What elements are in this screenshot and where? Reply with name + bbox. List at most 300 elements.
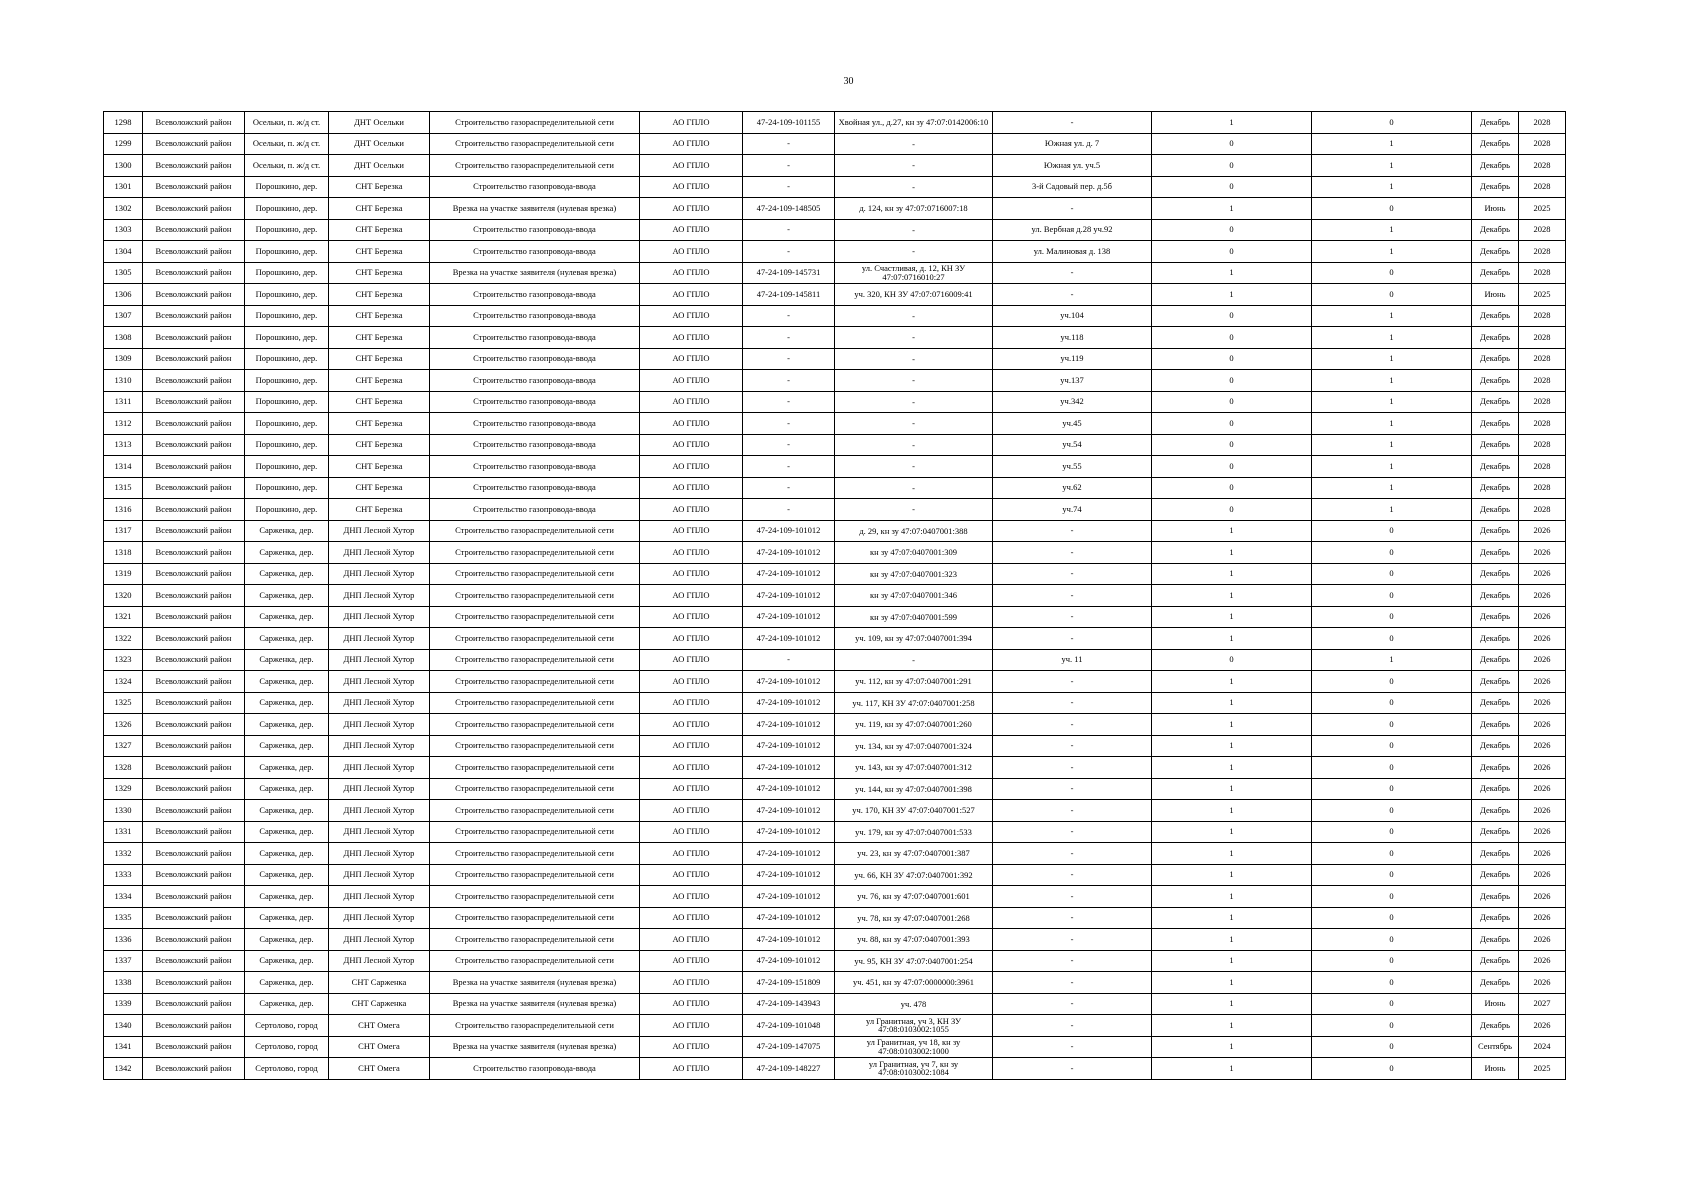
cell-count-a: 1 xyxy=(1152,929,1312,951)
cell-work-type: Строительство газораспределительной сети xyxy=(430,585,640,607)
cell-organization: АО ГПЛО xyxy=(640,241,743,263)
cell-row-number: 1314 xyxy=(104,456,143,478)
cell-year: 2028 xyxy=(1519,434,1566,456)
cell-month: Декабрь xyxy=(1472,950,1519,972)
table-row xyxy=(104,370,1566,392)
cell-month: Декабрь xyxy=(1472,112,1519,134)
cell-row-number: 1334 xyxy=(104,886,143,908)
cell-month: Июнь xyxy=(1472,993,1519,1015)
cell-organization: АО ГПЛО xyxy=(640,176,743,198)
cell-partnership: ДНП Лесной Хутор xyxy=(329,843,430,865)
cell-year: 2026 xyxy=(1519,714,1566,736)
cell-settlement: Осельки, п. ж/д ст. xyxy=(245,155,329,177)
cell-count-a: 0 xyxy=(1152,391,1312,413)
cell-district: Всеволожский район xyxy=(143,327,245,349)
cell-year: 2028 xyxy=(1519,391,1566,413)
cell-district: Всеволожский район xyxy=(143,585,245,607)
table-row xyxy=(104,778,1566,800)
cell-count-b: 0 xyxy=(1312,950,1472,972)
cell-organization: АО ГПЛО xyxy=(640,649,743,671)
cell-district: Всеволожский район xyxy=(143,434,245,456)
cell-partnership: СНТ Березка xyxy=(329,284,430,306)
cell-work-type: Строительство газопровода-ввода xyxy=(430,477,640,499)
cell-count-b: 0 xyxy=(1312,886,1472,908)
table-row xyxy=(104,821,1566,843)
cell-work-type: Строительство газораспределительной сети xyxy=(430,606,640,628)
cell-month: Сентябрь xyxy=(1472,1036,1519,1058)
page-number: 30 xyxy=(843,76,854,87)
cell-count-a: 1 xyxy=(1152,1058,1312,1080)
cell-work-type: Строительство газораспределительной сети xyxy=(430,886,640,908)
cell-application-number: 47-24-109-145731 xyxy=(743,262,835,284)
cell-year: 2028 xyxy=(1519,155,1566,177)
cell-district: Всеволожский район xyxy=(143,241,245,263)
cell-district: Всеволожский район xyxy=(143,907,245,929)
table-body xyxy=(104,112,1566,1080)
cell-partnership: ДНП Лесной Хутор xyxy=(329,735,430,757)
cell-partnership: СНТ Омега xyxy=(329,1036,430,1058)
cell-partnership: ДНП Лесной Хутор xyxy=(329,542,430,564)
table-row xyxy=(104,542,1566,564)
cell-land-plot: - xyxy=(835,499,993,521)
cell-work-type: Строительство газораспределительной сети xyxy=(430,628,640,650)
cell-application-number: - xyxy=(743,155,835,177)
cell-count-a: 0 xyxy=(1152,434,1312,456)
cell-organization: АО ГПЛО xyxy=(640,262,743,284)
table-row xyxy=(104,1015,1566,1037)
table-row xyxy=(104,972,1566,994)
cell-year: 2026 xyxy=(1519,628,1566,650)
cell-organization: АО ГПЛО xyxy=(640,1015,743,1037)
cell-year: 2028 xyxy=(1519,241,1566,263)
cell-count-a: 0 xyxy=(1152,155,1312,177)
cell-count-b: 0 xyxy=(1312,520,1472,542)
cell-work-type: Строительство газораспределительной сети xyxy=(430,112,640,134)
cell-count-a: 0 xyxy=(1152,348,1312,370)
cell-work-type: Строительство газораспределительной сети xyxy=(430,950,640,972)
cell-address: уч.54 xyxy=(993,434,1152,456)
table-row xyxy=(104,714,1566,736)
cell-partnership: СНТ Березка xyxy=(329,499,430,521)
cell-month: Декабрь xyxy=(1472,628,1519,650)
cell-district: Всеволожский район xyxy=(143,176,245,198)
cell-organization: АО ГПЛО xyxy=(640,370,743,392)
cell-organization: АО ГПЛО xyxy=(640,1036,743,1058)
cell-address: - xyxy=(993,778,1152,800)
cell-partnership: ДНП Лесной Хутор xyxy=(329,778,430,800)
cell-count-b: 0 xyxy=(1312,692,1472,714)
cell-settlement: Сарженка, дер. xyxy=(245,778,329,800)
cell-settlement: Порошкино, дер. xyxy=(245,456,329,478)
cell-count-b: 1 xyxy=(1312,434,1472,456)
cell-application-number: 47-24-109-101012 xyxy=(743,757,835,779)
cell-count-b: 0 xyxy=(1312,1015,1472,1037)
cell-year: 2025 xyxy=(1519,284,1566,306)
cell-address: уч.104 xyxy=(993,305,1152,327)
cell-row-number: 1335 xyxy=(104,907,143,929)
cell-settlement: Порошкино, дер. xyxy=(245,284,329,306)
cell-application-number: 47-24-109-101012 xyxy=(743,843,835,865)
cell-organization: АО ГПЛО xyxy=(640,778,743,800)
table-row xyxy=(104,391,1566,413)
cell-application-number: 47-24-109-151809 xyxy=(743,972,835,994)
cell-row-number: 1341 xyxy=(104,1036,143,1058)
cell-organization: АО ГПЛО xyxy=(640,348,743,370)
cell-count-b: 1 xyxy=(1312,456,1472,478)
cell-partnership: СНТ Березка xyxy=(329,434,430,456)
cell-district: Всеволожский район xyxy=(143,778,245,800)
cell-row-number: 1299 xyxy=(104,133,143,155)
table-row xyxy=(104,499,1566,521)
cell-row-number: 1312 xyxy=(104,413,143,435)
cell-district: Всеволожский район xyxy=(143,714,245,736)
cell-organization: АО ГПЛО xyxy=(640,477,743,499)
table-row xyxy=(104,219,1566,241)
cell-organization: АО ГПЛО xyxy=(640,735,743,757)
cell-address: - xyxy=(993,886,1152,908)
cell-application-number: 47-24-109-101012 xyxy=(743,692,835,714)
cell-land-plot: уч. 109, кн зу 47:07:0407001:394 xyxy=(835,628,993,650)
cell-count-b: 1 xyxy=(1312,370,1472,392)
cell-row-number: 1319 xyxy=(104,563,143,585)
cell-application-number: 47-24-109-101012 xyxy=(743,563,835,585)
cell-address: уч.137 xyxy=(993,370,1152,392)
table-row xyxy=(104,112,1566,134)
cell-application-number: 47-24-109-101012 xyxy=(743,864,835,886)
cell-work-type: Врезка на участке заявителя (нулевая врезка) xyxy=(430,1036,640,1058)
table-row xyxy=(104,649,1566,671)
cell-district: Всеволожский район xyxy=(143,112,245,134)
cell-organization: АО ГПЛО xyxy=(640,284,743,306)
cell-count-b: 1 xyxy=(1312,477,1472,499)
cell-row-number: 1302 xyxy=(104,198,143,220)
cell-partnership: СНТ Березка xyxy=(329,241,430,263)
table-row xyxy=(104,993,1566,1015)
cell-count-b: 1 xyxy=(1312,241,1472,263)
cell-settlement: Сарженка, дер. xyxy=(245,950,329,972)
cell-application-number: 47-24-109-148227 xyxy=(743,1058,835,1080)
data-table xyxy=(103,111,1566,1080)
cell-application-number: - xyxy=(743,456,835,478)
cell-partnership: ДНП Лесной Хутор xyxy=(329,800,430,822)
cell-year: 2026 xyxy=(1519,778,1566,800)
cell-work-type: Строительство газораспределительной сети xyxy=(430,155,640,177)
cell-organization: АО ГПЛО xyxy=(640,757,743,779)
cell-row-number: 1316 xyxy=(104,499,143,521)
cell-row-number: 1324 xyxy=(104,671,143,693)
cell-organization: АО ГПЛО xyxy=(640,585,743,607)
cell-month: Декабрь xyxy=(1472,929,1519,951)
cell-organization: АО ГПЛО xyxy=(640,606,743,628)
cell-partnership: ДНП Лесной Хутор xyxy=(329,649,430,671)
cell-address: уч.342 xyxy=(993,391,1152,413)
cell-work-type: Строительство газопровода-ввода xyxy=(430,327,640,349)
cell-month: Декабрь xyxy=(1472,241,1519,263)
cell-settlement: Сарженка, дер. xyxy=(245,671,329,693)
cell-organization: АО ГПЛО xyxy=(640,907,743,929)
cell-settlement: Сарженка, дер. xyxy=(245,929,329,951)
table-row xyxy=(104,907,1566,929)
cell-application-number: 47-24-109-147075 xyxy=(743,1036,835,1058)
cell-land-plot: - xyxy=(835,370,993,392)
cell-address: - xyxy=(993,907,1152,929)
cell-settlement: Сарженка, дер. xyxy=(245,692,329,714)
cell-month: Декабрь xyxy=(1472,821,1519,843)
cell-count-b: 0 xyxy=(1312,864,1472,886)
cell-land-plot: ул. Счастливая, д. 12, КН ЗУ 47:07:0716010:27 xyxy=(835,262,993,284)
cell-application-number: 47-24-109-101012 xyxy=(743,886,835,908)
cell-year: 2028 xyxy=(1519,112,1566,134)
cell-partnership: ДНП Лесной Хутор xyxy=(329,671,430,693)
cell-row-number: 1325 xyxy=(104,692,143,714)
cell-land-plot: уч. 478 xyxy=(835,993,993,1015)
cell-land-plot: - xyxy=(835,348,993,370)
cell-address: - xyxy=(993,800,1152,822)
cell-month: Декабрь xyxy=(1472,370,1519,392)
cell-address: уч.55 xyxy=(993,456,1152,478)
cell-row-number: 1329 xyxy=(104,778,143,800)
cell-year: 2026 xyxy=(1519,606,1566,628)
cell-district: Всеволожский район xyxy=(143,1036,245,1058)
cell-count-a: 1 xyxy=(1152,692,1312,714)
cell-work-type: Строительство газопровода-ввода xyxy=(430,391,640,413)
cell-work-type: Врезка на участке заявителя (нулевая врезка) xyxy=(430,198,640,220)
table-row xyxy=(104,413,1566,435)
cell-count-a: 1 xyxy=(1152,800,1312,822)
cell-count-a: 1 xyxy=(1152,864,1312,886)
table-row xyxy=(104,1036,1566,1058)
cell-organization: АО ГПЛО xyxy=(640,886,743,908)
cell-year: 2026 xyxy=(1519,972,1566,994)
cell-count-a: 0 xyxy=(1152,477,1312,499)
cell-application-number: - xyxy=(743,176,835,198)
cell-month: Декабрь xyxy=(1472,692,1519,714)
cell-district: Всеволожский район xyxy=(143,864,245,886)
cell-year: 2026 xyxy=(1519,692,1566,714)
cell-row-number: 1327 xyxy=(104,735,143,757)
cell-count-b: 0 xyxy=(1312,542,1472,564)
cell-work-type: Строительство газораспределительной сети xyxy=(430,757,640,779)
cell-work-type: Строительство газораспределительной сети xyxy=(430,735,640,757)
cell-land-plot: уч. 451, кн зу 47:07:0000000:3961 xyxy=(835,972,993,994)
table-row xyxy=(104,477,1566,499)
cell-count-a: 1 xyxy=(1152,821,1312,843)
cell-address: уч.74 xyxy=(993,499,1152,521)
cell-address: уч. 11 xyxy=(993,649,1152,671)
cell-settlement: Порошкино, дер. xyxy=(245,348,329,370)
cell-district: Всеволожский район xyxy=(143,391,245,413)
cell-address: - xyxy=(993,692,1152,714)
table-row xyxy=(104,241,1566,263)
cell-row-number: 1332 xyxy=(104,843,143,865)
cell-land-plot: - xyxy=(835,413,993,435)
cell-row-number: 1308 xyxy=(104,327,143,349)
cell-district: Всеволожский район xyxy=(143,671,245,693)
cell-work-type: Врезка на участке заявителя (нулевая врезка) xyxy=(430,972,640,994)
cell-year: 2028 xyxy=(1519,348,1566,370)
cell-application-number: 47-24-109-101012 xyxy=(743,606,835,628)
cell-organization: АО ГПЛО xyxy=(640,391,743,413)
cell-count-b: 0 xyxy=(1312,563,1472,585)
cell-application-number: - xyxy=(743,241,835,263)
cell-month: Декабрь xyxy=(1472,735,1519,757)
cell-count-b: 0 xyxy=(1312,1058,1472,1080)
cell-row-number: 1342 xyxy=(104,1058,143,1080)
cell-address: уч.118 xyxy=(993,327,1152,349)
cell-count-b: 0 xyxy=(1312,606,1472,628)
cell-count-b: 1 xyxy=(1312,305,1472,327)
cell-month: Декабрь xyxy=(1472,886,1519,908)
cell-settlement: Сарженка, дер. xyxy=(245,606,329,628)
table-row xyxy=(104,133,1566,155)
table-row xyxy=(104,692,1566,714)
cell-address: - xyxy=(993,563,1152,585)
cell-year: 2028 xyxy=(1519,477,1566,499)
cell-partnership: СНТ Березка xyxy=(329,413,430,435)
cell-address: ул. Малиновая д. 138 xyxy=(993,241,1152,263)
cell-year: 2026 xyxy=(1519,520,1566,542)
cell-year: 2026 xyxy=(1519,649,1566,671)
cell-row-number: 1300 xyxy=(104,155,143,177)
cell-district: Всеволожский район xyxy=(143,692,245,714)
cell-year: 2028 xyxy=(1519,305,1566,327)
cell-land-plot: - xyxy=(835,241,993,263)
cell-district: Всеволожский район xyxy=(143,542,245,564)
cell-count-a: 1 xyxy=(1152,112,1312,134)
cell-count-a: 1 xyxy=(1152,757,1312,779)
cell-organization: АО ГПЛО xyxy=(640,542,743,564)
cell-partnership: ДНП Лесной Хутор xyxy=(329,950,430,972)
cell-work-type: Строительство газопровода-ввода xyxy=(430,219,640,241)
cell-work-type: Строительство газопровода-ввода xyxy=(430,305,640,327)
cell-land-plot: Хвойная ул., д.27, кн зу 47:07:0142006:10 xyxy=(835,112,993,134)
cell-count-b: 0 xyxy=(1312,671,1472,693)
cell-organization: АО ГПЛО xyxy=(640,929,743,951)
cell-address: - xyxy=(993,950,1152,972)
cell-district: Всеволожский район xyxy=(143,198,245,220)
cell-count-b: 1 xyxy=(1312,176,1472,198)
cell-district: Всеволожский район xyxy=(143,520,245,542)
cell-count-b: 1 xyxy=(1312,649,1472,671)
cell-count-a: 1 xyxy=(1152,714,1312,736)
cell-settlement: Сарженка, дер. xyxy=(245,821,329,843)
cell-land-plot: уч. 134, кн зу 47:07:0407001:324 xyxy=(835,735,993,757)
cell-work-type: Строительство газораспределительной сети xyxy=(430,1015,640,1037)
cell-row-number: 1338 xyxy=(104,972,143,994)
cell-count-b: 0 xyxy=(1312,284,1472,306)
cell-district: Всеволожский район xyxy=(143,456,245,478)
cell-address: - xyxy=(993,1058,1152,1080)
cell-district: Всеволожский район xyxy=(143,929,245,951)
cell-month: Декабрь xyxy=(1472,778,1519,800)
cell-organization: АО ГПЛО xyxy=(640,413,743,435)
cell-work-type: Врезка на участке заявителя (нулевая врезка) xyxy=(430,993,640,1015)
cell-district: Всеволожский район xyxy=(143,950,245,972)
cell-work-type: Строительство газопровода-ввода xyxy=(430,456,640,478)
cell-month: Декабрь xyxy=(1472,499,1519,521)
cell-organization: АО ГПЛО xyxy=(640,950,743,972)
cell-application-number: - xyxy=(743,434,835,456)
cell-partnership: СНТ Березка xyxy=(329,348,430,370)
cell-work-type: Строительство газопровода-ввода xyxy=(430,499,640,521)
cell-settlement: Порошкино, дер. xyxy=(245,305,329,327)
cell-address: - xyxy=(993,198,1152,220)
cell-year: 2025 xyxy=(1519,198,1566,220)
cell-district: Всеволожский район xyxy=(143,477,245,499)
cell-count-a: 1 xyxy=(1152,1036,1312,1058)
cell-count-b: 0 xyxy=(1312,585,1472,607)
cell-address: - xyxy=(993,520,1152,542)
cell-partnership: ДНП Лесной Хутор xyxy=(329,628,430,650)
cell-address: - xyxy=(993,929,1152,951)
cell-land-plot: ул Гранитная, уч 18, кн зу 47:08:0103002:1000 xyxy=(835,1036,993,1058)
cell-land-plot: уч. 66, КН ЗУ 47:07:0407001:392 xyxy=(835,864,993,886)
cell-year: 2026 xyxy=(1519,864,1566,886)
cell-row-number: 1301 xyxy=(104,176,143,198)
cell-land-plot: - xyxy=(835,477,993,499)
cell-month: Декабрь xyxy=(1472,714,1519,736)
cell-district: Всеволожский район xyxy=(143,628,245,650)
cell-year: 2026 xyxy=(1519,735,1566,757)
table-row xyxy=(104,671,1566,693)
cell-year: 2028 xyxy=(1519,413,1566,435)
cell-district: Всеволожский район xyxy=(143,133,245,155)
cell-land-plot: - xyxy=(835,133,993,155)
table-row xyxy=(104,1058,1566,1080)
cell-month: Декабрь xyxy=(1472,219,1519,241)
cell-settlement: Порошкино, дер. xyxy=(245,241,329,263)
table-row xyxy=(104,929,1566,951)
cell-year: 2026 xyxy=(1519,821,1566,843)
cell-partnership: СНТ Березка xyxy=(329,219,430,241)
cell-row-number: 1340 xyxy=(104,1015,143,1037)
table-row xyxy=(104,327,1566,349)
cell-address: - xyxy=(993,284,1152,306)
cell-application-number: 47-24-109-101012 xyxy=(743,929,835,951)
cell-partnership: СНТ Березка xyxy=(329,262,430,284)
cell-year: 2026 xyxy=(1519,542,1566,564)
cell-row-number: 1311 xyxy=(104,391,143,413)
cell-settlement: Сарженка, дер. xyxy=(245,972,329,994)
cell-work-type: Строительство газораспределительной сети xyxy=(430,929,640,951)
cell-organization: АО ГПЛО xyxy=(640,327,743,349)
cell-year: 2026 xyxy=(1519,563,1566,585)
table-row xyxy=(104,563,1566,585)
cell-district: Всеволожский район xyxy=(143,284,245,306)
cell-row-number: 1321 xyxy=(104,606,143,628)
cell-count-a: 0 xyxy=(1152,456,1312,478)
cell-partnership: СНТ Сарженка xyxy=(329,993,430,1015)
cell-row-number: 1305 xyxy=(104,262,143,284)
cell-count-a: 1 xyxy=(1152,972,1312,994)
cell-year: 2026 xyxy=(1519,757,1566,779)
cell-organization: АО ГПЛО xyxy=(640,972,743,994)
cell-settlement: Порошкино, дер. xyxy=(245,391,329,413)
cell-organization: АО ГПЛО xyxy=(640,692,743,714)
cell-month: Декабрь xyxy=(1472,757,1519,779)
cell-settlement: Сарженка, дер. xyxy=(245,714,329,736)
table-row xyxy=(104,348,1566,370)
cell-partnership: ДНП Лесной Хутор xyxy=(329,563,430,585)
cell-partnership: СНТ Омега xyxy=(329,1058,430,1080)
cell-month: Декабрь xyxy=(1472,800,1519,822)
cell-organization: АО ГПЛО xyxy=(640,628,743,650)
cell-settlement: Сарженка, дер. xyxy=(245,585,329,607)
cell-work-type: Врезка на участке заявителя (нулевая врезка) xyxy=(430,262,640,284)
cell-row-number: 1310 xyxy=(104,370,143,392)
cell-count-a: 0 xyxy=(1152,176,1312,198)
cell-settlement: Сарженка, дер. xyxy=(245,800,329,822)
